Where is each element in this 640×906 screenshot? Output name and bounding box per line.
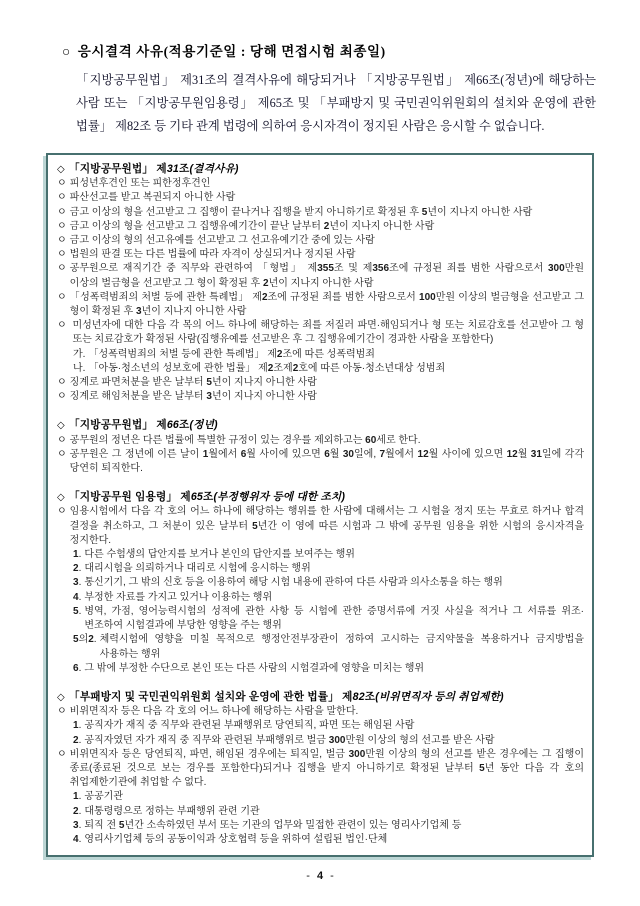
item-text: 금고 이상의 형의 선고유예를 선고받고 그 선고유예기간 중에 있는 사람 [69,235,375,247]
list-item [57,633,584,661]
item-marker: 3. [73,819,82,831]
page-title [62,40,596,60]
item-marker: ㅇ [57,220,67,232]
item-text: 공무원으로 재직기간 중 직무와 관련하여 「형법」 제355조 및 제356조에 규정된 죄를 범한 사람으로서 300만원 이상의 벌금형을 선고받고 그 형이 확정된 후 2년이 지나지 아니한 사람 [69,263,584,289]
item-text: 영리사기업체 등의 공동이익과 상호협력 등을 위하여 설립된 법인·단체 [84,833,388,845]
item-text: 「아동·청소년의 성보호에 관한 법률」 제2조제2호에 따른 아동·청소년대상 성범죄 [88,362,446,374]
list-item [57,719,584,733]
item-marker: ㅇ [57,377,67,389]
item-marker: 2. [73,734,82,746]
item-marker: 5의2. [73,634,97,646]
item-text: 퇴직 전 5년간 소속하였던 부서 또는 기관의 업무와 밀접한 관련이 있는 영리사기업체 등 [84,819,462,831]
item-text: 병역, 가점, 영어능력시험의 성적에 관한 사항 등 시험에 관한 증명서류에 거짓 사실을 적거나 그 서류를 위조·변조하여 시험결과에 부당한 영향을 주는 행위 [84,605,584,632]
item-text: 통신기기, 그 밖의 신호 등을 이용하여 해당 시험 내용에 관하여 다른 사람과 의사소통을 하는 행위 [84,577,503,589]
item-marker: 2. [73,563,82,575]
item-text: 부정한 자료를 가지고 있거나 이용하는 행위 [84,591,273,603]
item-marker: 1. [73,549,82,561]
list-item [57,376,584,390]
item-marker: 1. [73,720,82,732]
item-text: 미성년자에 대한 다음 각 목의 어느 하나에 해당하는 죄를 저질러 파면·해임되거나 형 또는 치료감호를 선고받아 그 형 또는 치료감호가 확정된 사람(집행유예를 선고받은 후 그 집행유예기간이 경과한 사람을 포함한다) [72,320,584,346]
list-item [57,234,584,248]
item-text: 비위면직자 등은 다음 각 호의 어느 하나에 해당하는 사람을 말한다. [69,706,359,718]
item-marker: 4. [73,833,82,845]
list-item [57,805,584,819]
circle-bullet-icon: ○ [62,44,71,59]
list-item [57,319,584,347]
item-marker: ㅇ [57,249,67,261]
list-item [57,362,584,376]
item-text: 공무원의 정년은 다른 법률에 특별한 규정이 있는 경우를 제외하고는 60세로 한다. [69,434,421,446]
item-text: 그 밖에 부정한 수단으로 본인 또는 다른 사람의 시험결과에 영향을 미치는 행위 [84,662,425,674]
item-marker: 나. [73,362,86,374]
section-heading: ◇ 「지방공무원법」 제66조(정년) [57,419,218,432]
list-item [57,291,584,319]
item-text: 대리시험을 의뢰하거나 대리로 시험에 응시하는 행위 [84,563,311,575]
item-text: 징계로 해임처분을 받은 날부터 3년이 지나지 아니한 사람 [69,391,317,403]
item-marker: 1. [73,791,82,803]
item-marker: ㅇ [57,748,67,760]
section-heading: ◇ 「부패방지 및 국민권익위원회 설치와 운영에 관한 법률」 제82조(비위면직자 등의 취업제한) [57,690,504,703]
item-marker: 3. [73,577,82,589]
item-marker: ㅇ [57,263,67,275]
item-text: 비위면직자 등은 당연퇴직, 파면, 해임된 경우에는 퇴직일, 벌금 300만원 이상의 형의 선고를 받은 경우에는 그 집행이 종료(종료된 것으로 보는 경우를 포함한다)되거나 집행을 받지 아니하기로 확정된 날부터 5년 동안 다음 각 호의 취업제한기관에 취업할 수 없다. [69,748,584,789]
diamond-icon: ◇ [57,691,65,703]
list-item [57,206,584,220]
list-item [57,248,584,262]
list-item [57,734,584,748]
item-text: 체력시험에 영향을 미칠 목적으로 행정안전부장관이 정하여 고시하는 금지약물을 복용하거나 금지방법을 사용하는 행위 [99,634,584,660]
item-text: 「성폭력범죄의 처벌 등에 관한 특례법」 제2조에 따른 성폭력범죄 [88,348,375,360]
list-item [57,448,584,476]
list-item [57,390,584,404]
list-item [57,191,584,205]
list-item [57,576,584,590]
list-item [57,591,584,605]
law-section [57,490,584,676]
diamond-icon: ◇ [57,492,65,504]
item-marker: 6. [73,662,82,674]
item-text: 금고 이상의 형을 선고받고 그 집행유예기간이 끝난 날부터 2년이 지나지 아니한 사람 [69,220,435,232]
law-section [57,162,584,404]
item-marker: ㅇ [57,706,67,718]
item-text: 대통령령으로 정하는 부패행위 관련 기관 [84,805,260,817]
list-item [57,605,584,633]
item-marker: ㅇ [57,448,67,460]
list-item [57,833,584,847]
list-item [57,220,584,234]
list-item [57,819,584,833]
list-item [57,662,584,676]
list-item [57,434,584,448]
page-number: - 4 - [306,870,336,883]
item-marker: 5. [73,605,82,617]
list-item [57,348,584,362]
item-marker: ㅇ [57,391,67,403]
item-text: 공무원은 그 정년에 이른 날이 1월에서 6월 사이에 있으면 6월 30일에, 7월에서 12월 사이에 있으면 12월 31일에 각각 당연히 퇴직한다. [69,448,584,475]
item-marker: ㅇ [57,320,70,332]
page-title-text: 응시결격 사유(적용기준일 : 당해 면접시험 최종일) [77,44,386,59]
law-section [57,418,584,476]
item-marker: ㅇ [57,206,67,218]
item-marker: 4. [73,591,82,603]
list-item [57,748,584,791]
section-heading: ◇ 「지방공무원 임용령」 제65조(부정행위자 등에 대한 조치) [57,491,346,504]
item-text: 공직자가 재직 중 직무와 관련된 부패행위로 당연퇴직, 파면 또는 해임된 사람 [84,720,415,732]
item-marker: 가. [73,348,86,360]
item-text: 파산선고를 받고 복권되지 아니한 사람 [69,192,236,204]
list-item [57,548,584,562]
list-item [57,177,584,191]
item-text: 「성폭력범죄의 처벌 등에 관한 특례법」 제2조에 규정된 죄를 범한 사람으로서 100만원 이상의 벌금형을 선고받고 그 형이 확정된 후 3년이 지나지 아니한 사람 [69,291,584,318]
list-item [57,562,584,576]
item-marker: 2. [73,805,82,817]
law-section [57,690,584,847]
item-text: 임용시험에서 다음 각 호의 어느 하나에 해당하는 행위를 한 사람에 대해서는 그 시험을 정지 또는 무효로 하거나 합격 결정을 취소하고, 그 처분이 있은 날부터 5년간 이 영에 따른 시험과 그 밖에 공무원 임용을 위한 시험의 응시자격을 정지한다. [69,506,584,546]
item-text: 징계로 파면처분을 받은 날부터 5년이 지나지 아니한 사람 [69,377,317,389]
item-text: 금고 이상의 형을 선고받고 그 집행이 끝나거나 집행을 받지 아니하기로 확정된 후 5년이 지나지 아니한 사람 [69,206,533,218]
item-marker: ㅇ [57,192,67,204]
list-item [57,505,584,548]
item-marker: ㅇ [57,506,67,518]
list-item [57,262,584,290]
item-marker: ㅇ [57,434,67,446]
legal-box [46,153,594,857]
item-text: 법원의 판결 또는 다른 법률에 따라 자격이 상실되거나 정지된 사람 [69,249,356,261]
list-item [57,705,584,719]
list-item [57,790,584,804]
item-text: 공공기관 [84,791,123,803]
diamond-icon: ◇ [57,420,65,432]
item-text: 피성년후견인 또는 피한정후견인 [69,178,211,190]
section-heading: ◇ 「지방공무원법」 제31조(결격사유) [57,163,239,175]
item-text: 다른 수험생의 답안지를 보거나 본인의 답안지를 보여주는 행위 [84,549,355,561]
item-marker: ㅇ [57,291,67,303]
item-marker: ㅇ [57,235,67,247]
item-marker: ㅇ [57,178,67,190]
intro-paragraph: 「지방공무원법」 제31조의 결격사유에 해당되거나 「지방공무원법」 제66조(정년)에 해당하는 사람 또는 「지방공무원임용령」 제65조 및 「부패방지 및 국민권익위원회의 설치와 운영에 관한 법률」 제82조 등 기타 관계 법령에 의하여 응시자격이 정지된 사람은 응시할 수 없습니다. [76,73,596,133]
diamond-icon: ◇ [57,164,65,175]
item-text: 공직자였던 자가 재직 중 직무와 관련된 부패행위로 벌금 300만원 이상의 형의 선고를 받은 사람 [84,734,495,746]
